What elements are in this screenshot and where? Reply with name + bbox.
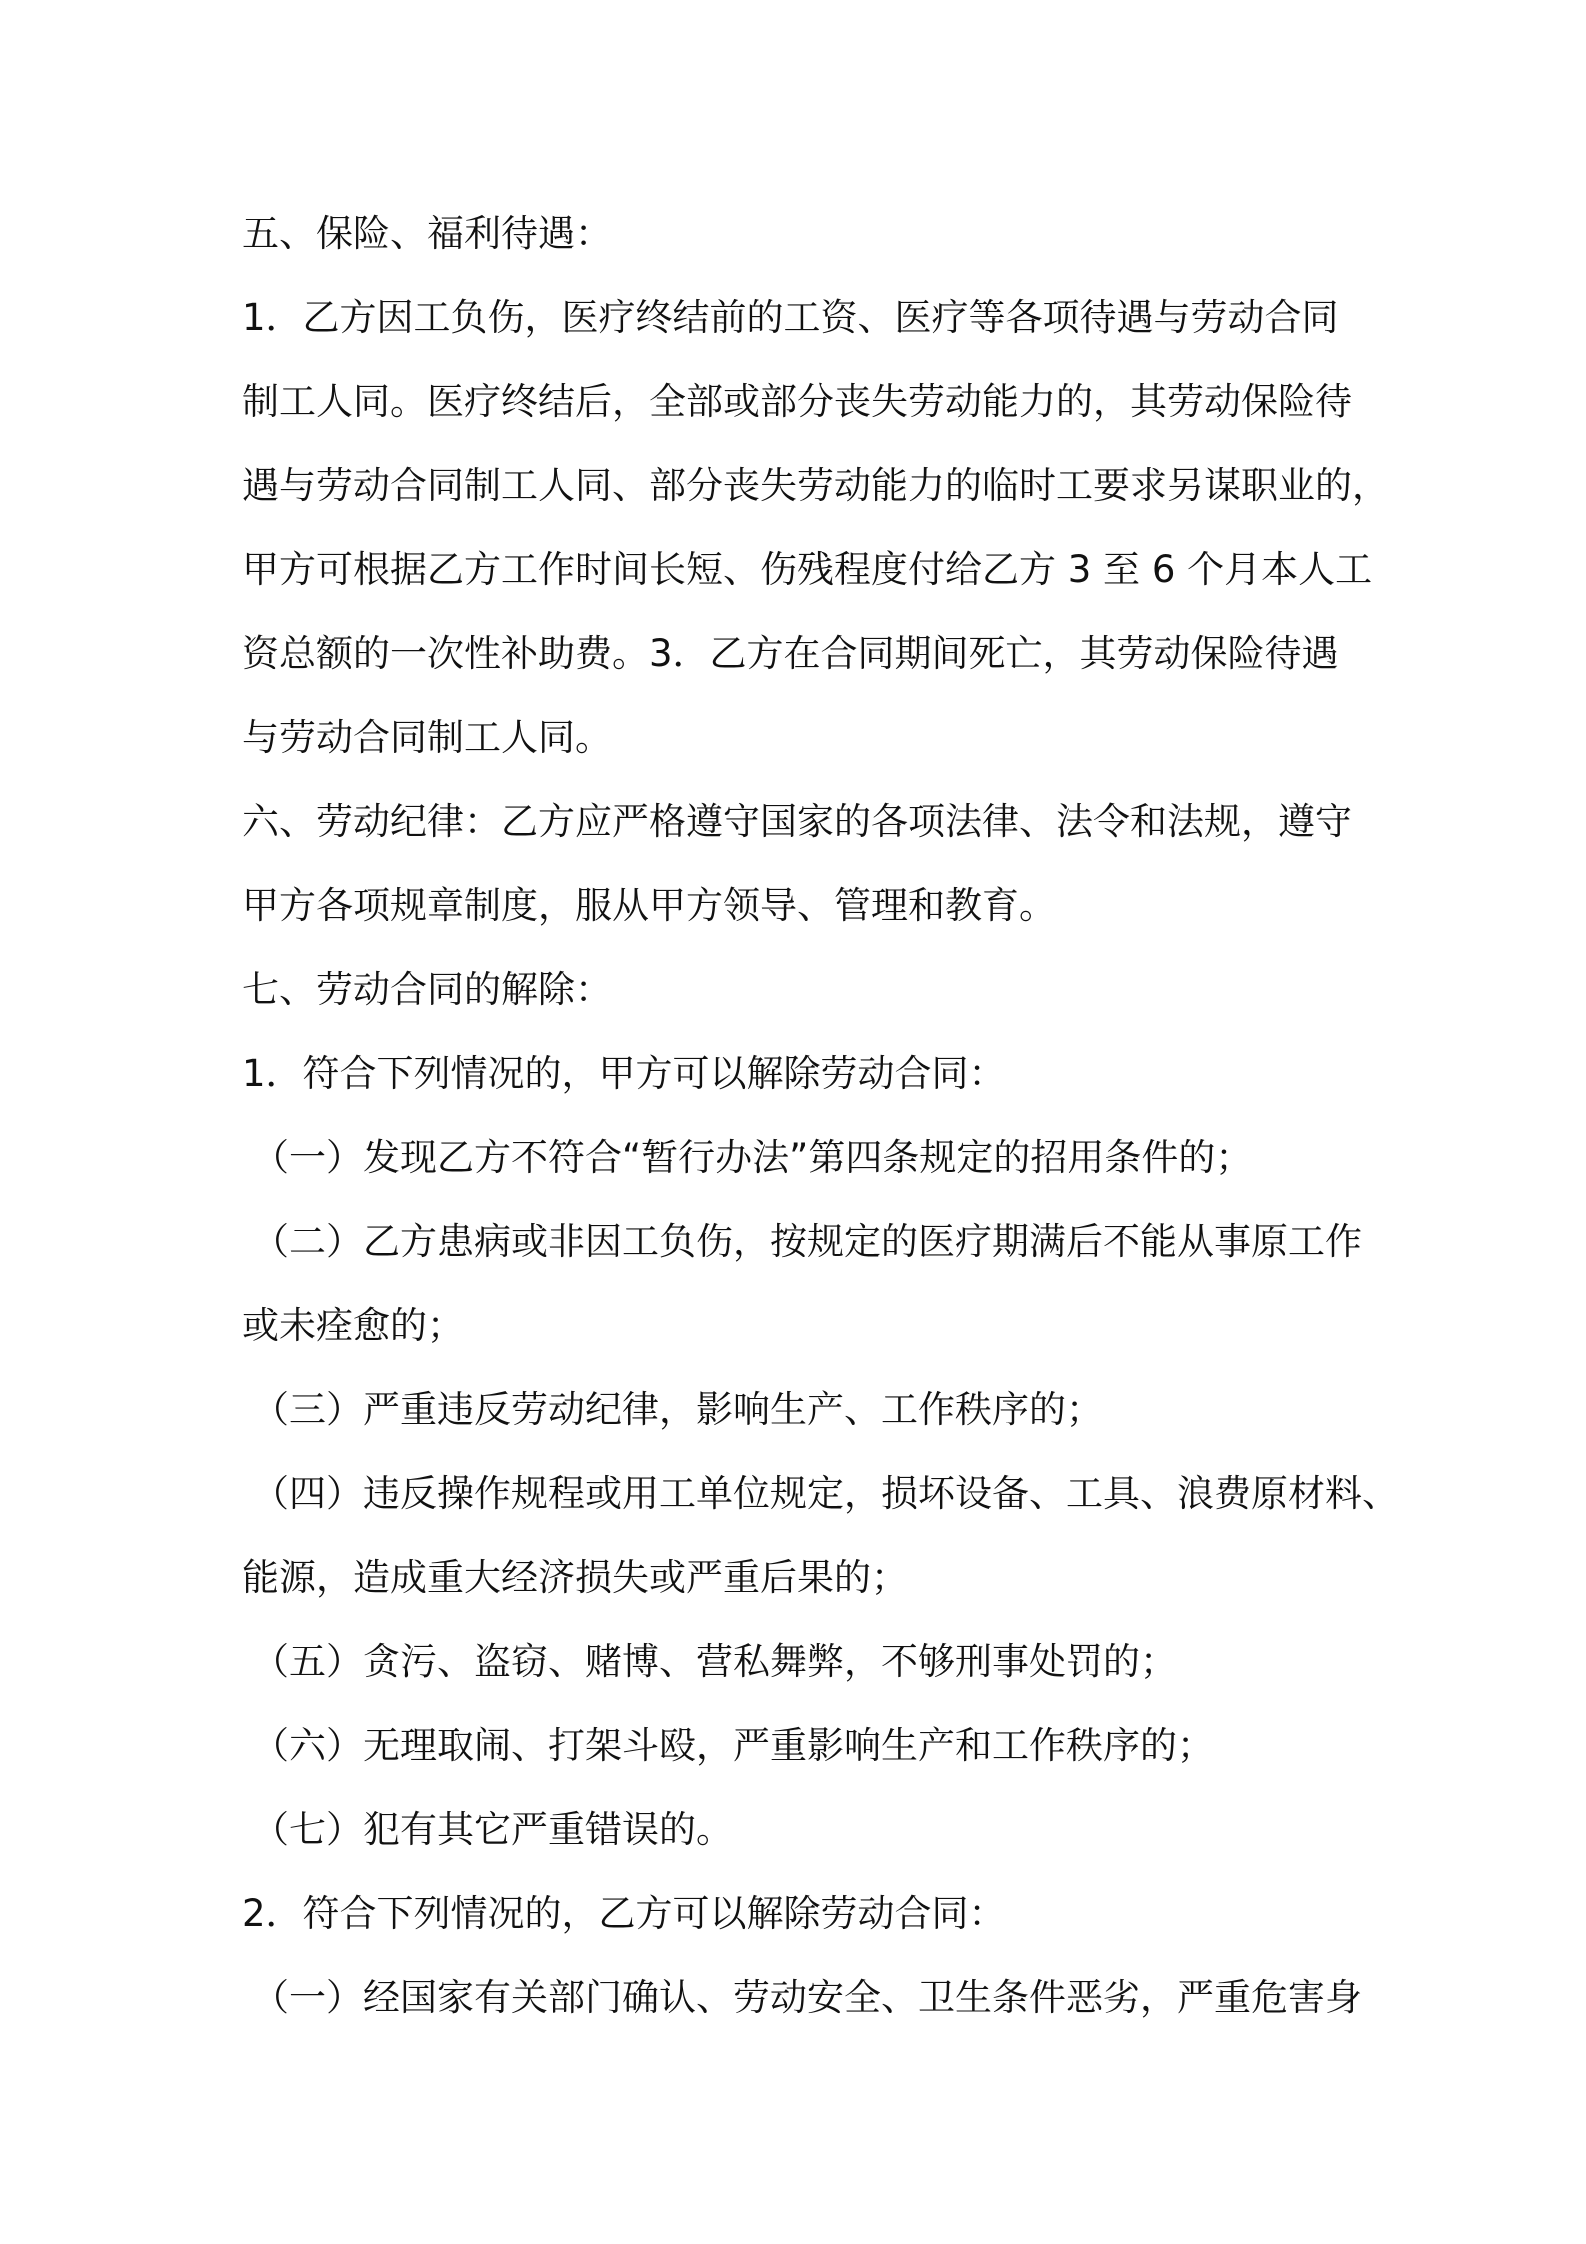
- clause-heading: 1．符合下列情况的，甲方可以解除劳动合同：: [242, 1052, 1006, 1095]
- paragraph-line: 能源，造成重大经济损失或严重后果的；: [242, 1556, 908, 1599]
- paragraph-line: 甲方可根据乙方工作时间长短、伤残程度付给乙方 3 至 6 个月本人工: [242, 548, 1373, 591]
- clause-heading: 2．符合下列情况的，乙方可以解除劳动合同：: [242, 1892, 1006, 1935]
- list-item: （五）贪污、盗窃、赌博、营私舞弊，不够刑事处罚的；: [252, 1640, 1177, 1683]
- list-item: （七）犯有其它严重错误的。: [252, 1808, 733, 1851]
- list-item: （四）违反操作规程或用工单位规定，损坏设备、工具、浪费原材料、: [252, 1472, 1399, 1515]
- list-item: （三）严重违反劳动纪律，影响生产、工作秩序的；: [252, 1388, 1103, 1431]
- paragraph-line: 遇与劳动合同制工人同、部分丧失劳动能力的临时工要求另谋职业的，: [242, 464, 1389, 507]
- list-item: （一）经国家有关部门确认、劳动安全、卫生条件恶劣，严重危害身: [252, 1976, 1362, 2019]
- section-heading-termination: 七、劳动合同的解除：: [242, 968, 612, 1011]
- paragraph-line: 资总额的一次性补助费。3．乙方在合同期间死亡，其劳动保险待遇: [242, 632, 1339, 675]
- list-item: （六）无理取闹、打架斗殴，严重影响生产和工作秩序的；: [252, 1724, 1214, 1767]
- section-heading-discipline: 六、劳动纪律：乙方应严格遵守国家的各项法律、法令和法规，遵守: [242, 800, 1352, 843]
- list-item: （一）发现乙方不符合“暂行办法”第四条规定的招用条件的；: [252, 1136, 1253, 1179]
- paragraph-line: 与劳动合同制工人同。: [242, 716, 612, 759]
- list-item: （二）乙方患病或非因工负伤，按规定的医疗期满后不能从事原工作: [252, 1220, 1362, 1263]
- section-heading-insurance: 五、保险、福利待遇：: [242, 212, 612, 255]
- paragraph-line: 甲方各项规章制度，服从甲方领导、管理和教育。: [242, 884, 1056, 927]
- paragraph-line: 或未痊愈的；: [242, 1304, 464, 1347]
- paragraph-line: 制工人同。医疗终结后，全部或部分丧失劳动能力的，其劳动保险待: [242, 380, 1352, 423]
- paragraph-line: 1．乙方因工负伤，医疗终结前的工资、医疗等各项待遇与劳动合同: [242, 296, 1339, 339]
